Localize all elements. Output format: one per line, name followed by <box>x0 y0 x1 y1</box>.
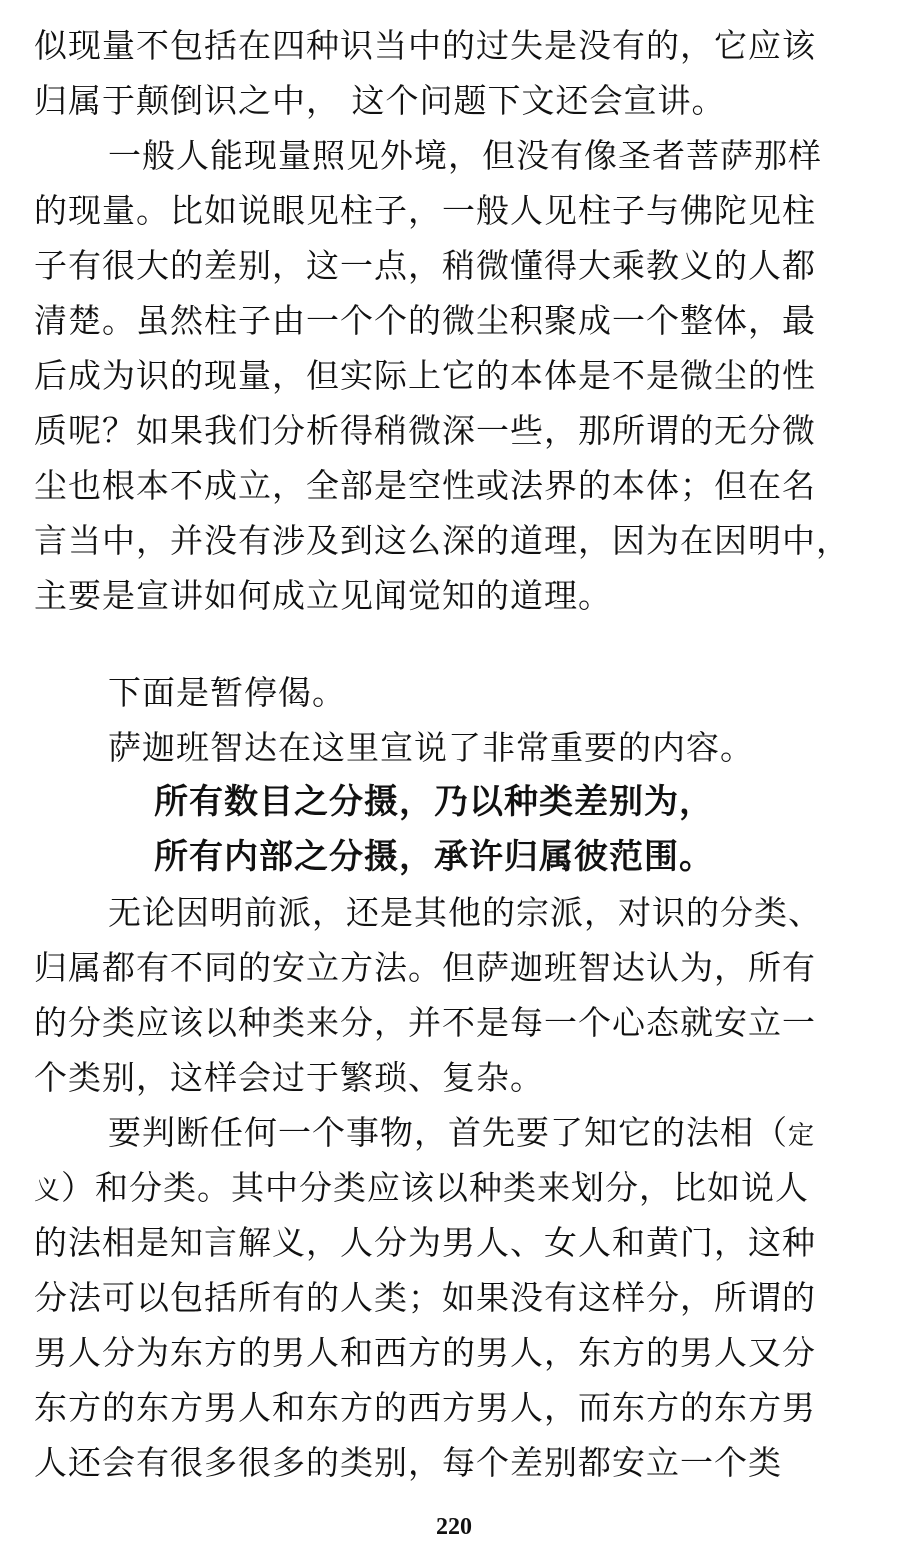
text-line <box>34 1160 880 1215</box>
text-line: 一般人能现量照见外境，但没有像圣者菩萨那样 <box>108 136 822 175</box>
text-line: 尘也根本不成立，全部是空性或法界的本体；但在名 <box>34 466 816 505</box>
paragraph-2 <box>34 128 880 623</box>
annotation-text: 义 <box>34 1176 62 1206</box>
paragraph-4 <box>34 1105 880 1490</box>
text-line: 分法可以包括所有的人类；如果没有这样分，所谓的 <box>34 1278 816 1317</box>
text-line: 个类别，这样会过于繁琐、复杂。 <box>34 1058 544 1097</box>
verse-block <box>34 775 880 885</box>
text-line: 东方的东方男人和东方的西方男人，而东方的东方男 <box>34 1388 816 1427</box>
text-line: 的现量。比如说眼见柱子，一般人见柱子与佛陀见柱 <box>34 191 816 230</box>
text-segment: ）和分类。其中分类应该以种类来划分，比如说人 <box>61 1168 810 1207</box>
page-number: 220 <box>436 1514 472 1540</box>
paragraph-3 <box>34 885 880 1105</box>
paragraph-1 <box>34 18 880 128</box>
text-line: 子有很大的差别，这一点，稍微懂得大乘教义的人都 <box>34 246 816 285</box>
text-line: 的法相是知言解义，人分为男人、女人和黄门，这种 <box>34 1223 816 1262</box>
intro-lines <box>34 665 880 775</box>
document-page <box>34 18 880 1490</box>
annotation-text: 定 <box>788 1121 816 1151</box>
text-line: 似现量不包括在四种识当中的过失是没有的，它应该 <box>34 26 816 65</box>
text-line: 归属都有不同的安立方法。但萨迦班智达认为，所有 <box>34 948 816 987</box>
verse-line: 所有内部之分摄，承许归属彼范围。 <box>154 837 714 877</box>
text-line: 主要是宣讲如何成立见闻觉知的道理。 <box>34 576 612 615</box>
verse-line: 所有数目之分摄，乃以种类差别为， <box>154 782 714 822</box>
text-line: 下面是暂停偈。 <box>108 673 346 712</box>
text-line: 质呢？如果我们分析得稍微深一些，那所谓的无分微 <box>34 411 816 450</box>
text-line: 言当中，并没有涉及到这么深的道理，因为在因明中， <box>34 521 850 560</box>
text-line <box>34 1105 880 1160</box>
text-line: 萨迦班智达在这里宣说了非常重要的内容。 <box>108 728 754 767</box>
text-segment: 要判断任何一个事物，首先要了知它的法相（ <box>108 1113 788 1152</box>
text-line: 归属于颠倒识之中， 这个问题下文还会宣讲。 <box>34 81 726 120</box>
text-line: 后成为识的现量，但实际上它的本体是不是微尘的性 <box>34 356 816 395</box>
text-line: 清楚。虽然柱子由一个个的微尘积聚成一个整体，最 <box>34 301 816 340</box>
paragraph-gap <box>34 623 880 665</box>
text-line: 无论因明前派，还是其他的宗派，对识的分类、 <box>108 893 822 932</box>
text-line: 的分类应该以种类来分，并不是每一个心态就安立一 <box>34 1003 816 1042</box>
text-line: 男人分为东方的男人和西方的男人，东方的男人又分 <box>34 1333 816 1372</box>
text-line: 人还会有很多很多的类别，每个差别都安立一个类 <box>34 1443 782 1482</box>
